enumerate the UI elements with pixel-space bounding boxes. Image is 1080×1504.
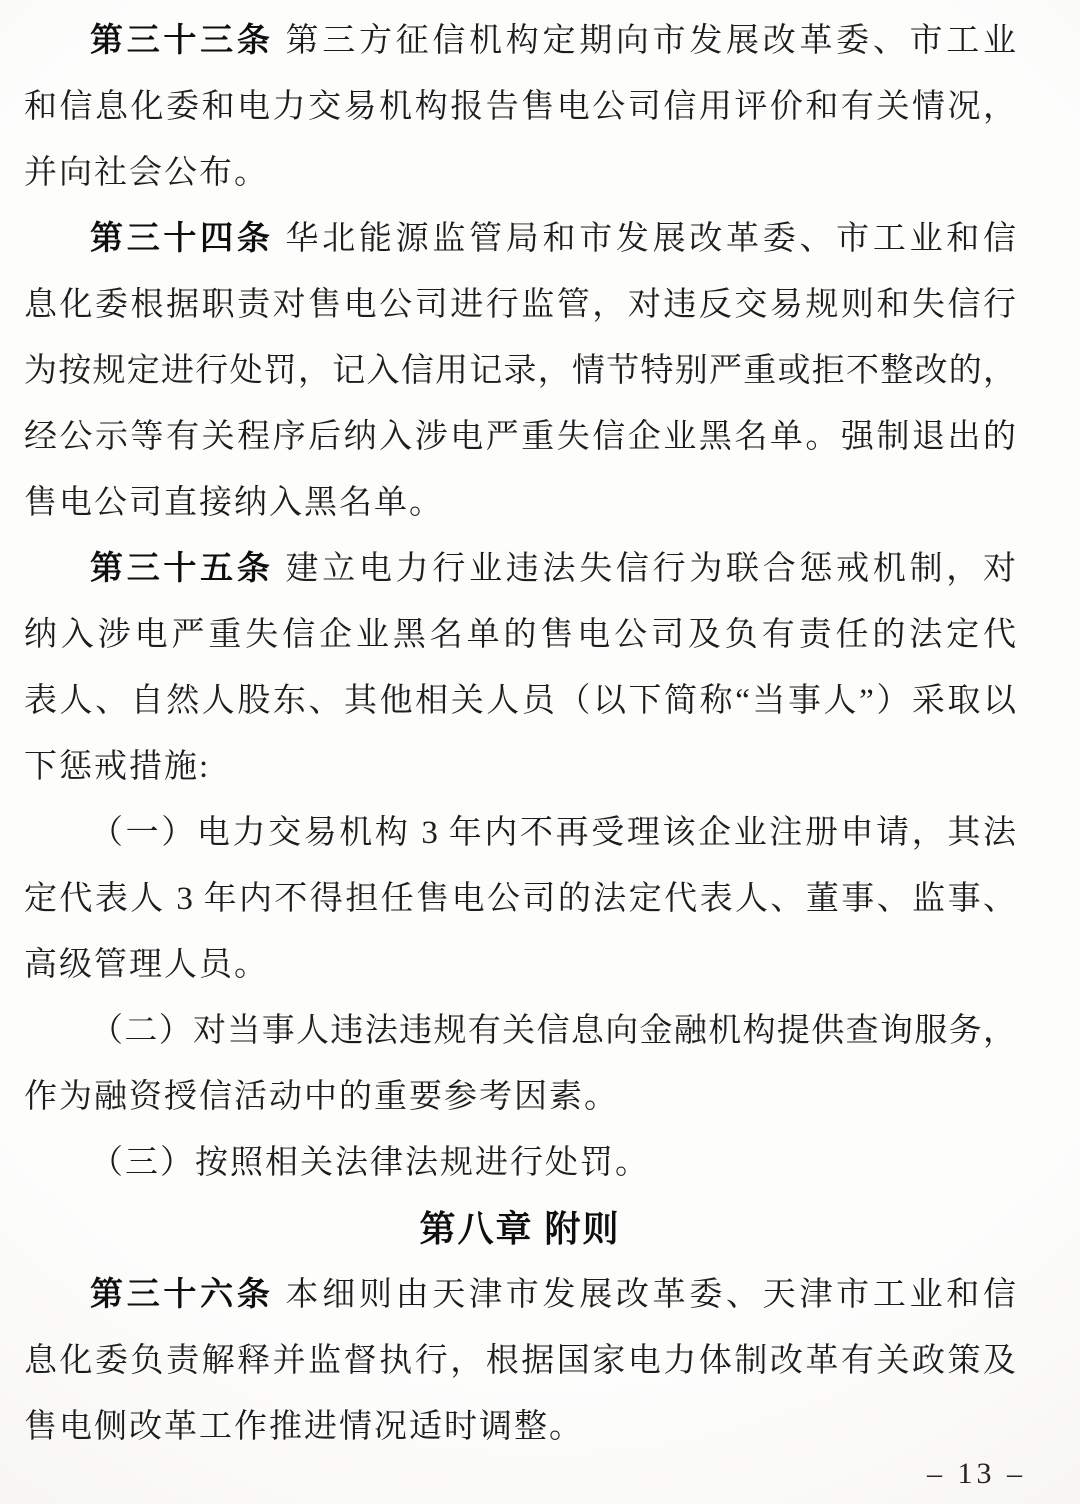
article-number: 第三十六条 — [90, 1277, 274, 1313]
text-line — [24, 800, 1016, 866]
body-text: 和信息化委和电力交易机构报告售电公司信用评价和有关情况， — [24, 89, 1016, 125]
body-text: 并向社会公布。 — [24, 155, 269, 191]
text-line — [24, 1328, 1016, 1394]
body-text: 高级管理人员。 — [24, 947, 269, 983]
article-number: 第三十五条 — [90, 551, 274, 587]
body-text: 作为融资授信活动中的重要参考因素。 — [24, 1079, 619, 1115]
text-line — [24, 866, 1016, 932]
body-text: 下惩戒措施: — [24, 749, 211, 785]
text-line — [24, 1394, 1016, 1460]
body-text: （二）对当事人违法违规有关信息向金融机构提供查询服务， — [90, 1013, 1016, 1049]
text-line — [24, 998, 1016, 1064]
body-text: （一）电力交易机构 3 年内不再受理该企业注册申请，其法 — [90, 815, 1016, 851]
text-line — [24, 338, 1016, 404]
body-text: 定代表人 3 年内不得担任售电公司的法定代表人、董事、监事、 — [24, 881, 1016, 917]
text-line — [24, 8, 1016, 74]
body-text: （三）按照相关法律法规进行处罚。 — [90, 1145, 650, 1181]
text-line — [24, 668, 1016, 734]
body-text: 第三方征信机构定期向市发展改革委、市工业 — [273, 23, 1016, 59]
page-number: – 13 – — [927, 1457, 1026, 1490]
body-text: 建立电力行业违法失信行为联合惩戒机制，对 — [273, 551, 1016, 587]
text-line — [24, 1262, 1016, 1328]
text-line — [24, 74, 1016, 140]
text-line — [24, 536, 1016, 602]
text-line — [24, 734, 1016, 800]
body-text: 息化委根据职责对售电公司进行监管，对违反交易规则和失信行 — [24, 287, 1016, 323]
article-number: 第三十三条 — [90, 23, 274, 59]
text-line — [24, 404, 1016, 470]
text-line — [24, 470, 1016, 536]
body-text: 经公示等有关程序后纳入涉电严重失信企业黑名单。强制退出的 — [24, 419, 1016, 455]
body-text: 表人、自然人股东、其他相关人员（以下简称“当事人”）采取以 — [24, 683, 1016, 719]
article-number: 第八章 附则 — [419, 1209, 621, 1249]
chapter-heading — [24, 1196, 1016, 1262]
body-text: 华北能源监管局和市发展改革委、市工业和信 — [273, 221, 1016, 257]
text-line — [24, 932, 1016, 998]
body-text: 售电公司直接纳入黑名单。 — [24, 485, 444, 521]
body-text: 息化委负责解释并监督执行，根据国家电力体制改革有关政策及 — [24, 1343, 1016, 1379]
body-text: 本细则由天津市发展改革委、天津市工业和信 — [273, 1277, 1016, 1313]
text-line — [24, 140, 1016, 206]
body-text: 纳入涉电严重失信企业黑名单的售电公司及负有责任的法定代 — [24, 617, 1016, 653]
body-text: 售电侧改革工作推进情况适时调整。 — [24, 1409, 584, 1445]
article-number: 第三十四条 — [90, 221, 274, 257]
text-line — [24, 206, 1016, 272]
text-line — [24, 1130, 1016, 1196]
text-line — [24, 272, 1016, 338]
body-text: 为按规定进行处罚，记入信用记录，情节特别严重或拒不整改的， — [24, 353, 1016, 389]
text-line — [24, 602, 1016, 668]
text-line — [24, 1064, 1016, 1130]
